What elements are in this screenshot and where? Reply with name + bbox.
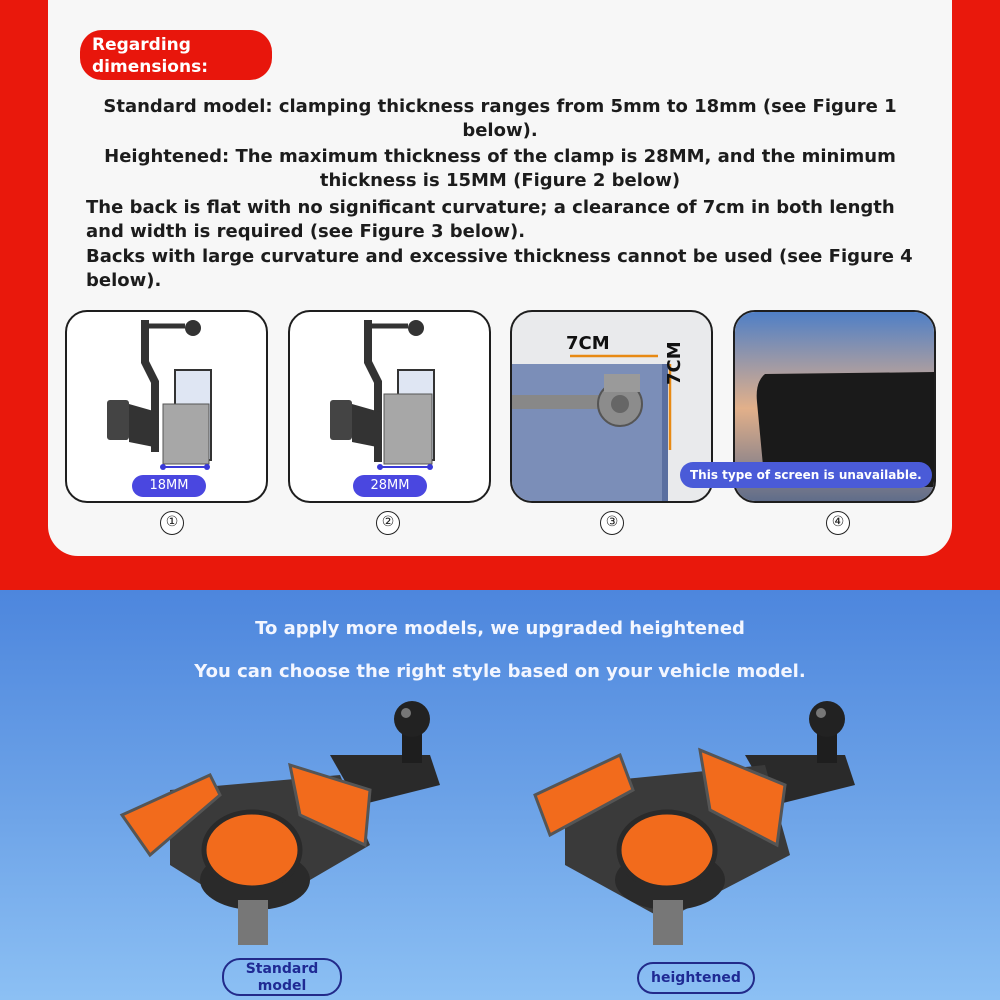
heightened-text: Heightened: The maximum thickness of the clamp is 28MM, and the minimum thickness is 15MM (Figure 2 below) [104, 146, 896, 191]
dimensions-badge: Regarding dimensions: [80, 30, 272, 80]
standard-model-label: Standard model [222, 958, 342, 996]
heightened-model-label: heightened [637, 962, 755, 994]
flat-back-text: The back is flat with no significant curvature; a clearance of 7cm in both length and width is required (see Figure 3 below). [86, 197, 895, 242]
figure-2-thickness-label: 28MM [353, 475, 427, 497]
standard-model-product [110, 695, 460, 955]
ball-joint-mount-icon [525, 695, 875, 955]
figure-3-width-label: 7CM [566, 333, 610, 354]
ball-joint-mount-icon [110, 695, 460, 955]
upgrade-headline: To apply more models, we upgraded heightened [255, 618, 745, 639]
heightened-model-product [525, 695, 875, 955]
figure-number-3: ③ [600, 511, 624, 535]
figure-3-height-label: 7CM [664, 341, 685, 385]
unavailable-screen-note: This type of screen is unavailable. [680, 462, 932, 488]
figure-1-thickness-label: 18MM [132, 475, 206, 497]
figure-number-4: ④ [826, 511, 850, 535]
curvature-warning-text: Backs with large curvature and excessive thickness cannot be used (see Figure 4 below). [86, 246, 913, 291]
figure-number-1: ① [160, 511, 184, 535]
figure-number-2: ② [376, 511, 400, 535]
choose-style-headline: You can choose the right style based on your vehicle model. [194, 661, 806, 682]
standard-model-text: Standard model: clamping thickness ranges from 5mm to 18mm (see Figure 1 below). [103, 96, 897, 141]
